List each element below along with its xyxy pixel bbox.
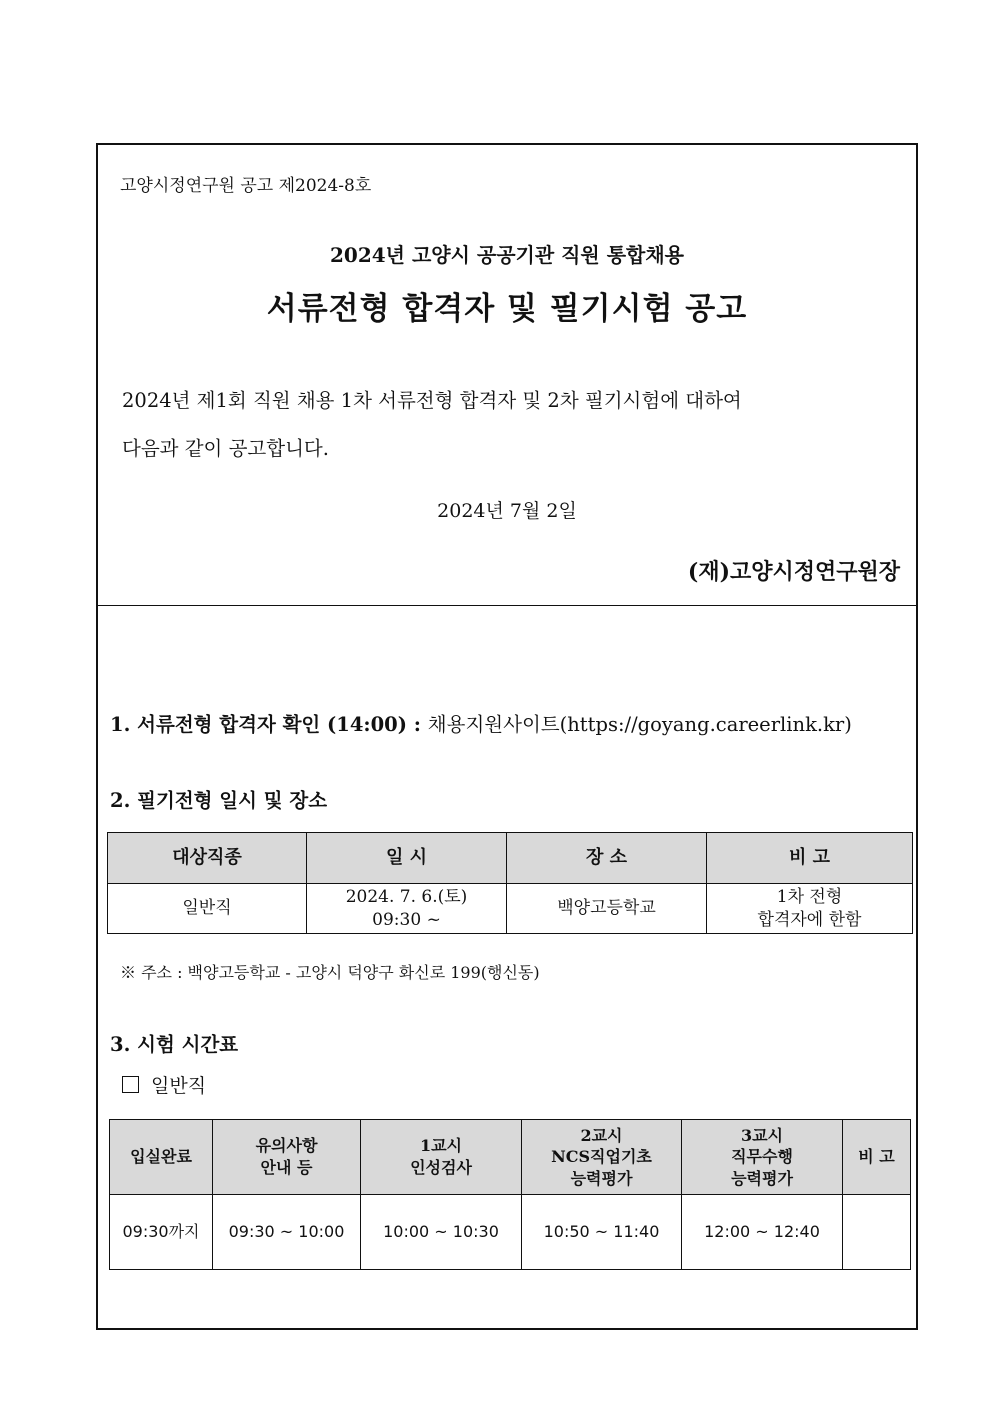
cell-job-type: 일반직: [108, 884, 307, 934]
header-check-in: 입실완료: [110, 1120, 213, 1195]
address-note: ※ 주소 : 백양고등학교 - 고양시 덕양구 화신로 199(행신동): [120, 963, 540, 982]
careers-site-link[interactable]: 채용지원사이트(https://goyang.careerlink.kr): [427, 713, 852, 736]
header-period-2: 2교시 NCS직업기초 능력평가: [522, 1120, 682, 1195]
exam-info-table: [107, 832, 913, 934]
cell-period-3: 12:00 ~ 12:40: [682, 1195, 843, 1270]
section-3-heading: 3. 시험 시간표: [110, 1033, 239, 1056]
cell-remarks: 1차 전형 합격자에 한함: [707, 884, 913, 934]
cell-datetime: 2024. 7. 6.(토) 09:30 ~: [307, 884, 507, 934]
notice-subtitle: 2024년 고양시 공공기관 직원 통합채용: [330, 243, 684, 267]
notice-date: 2024년 7월 2일: [437, 500, 577, 522]
table-header-row: [110, 1120, 911, 1195]
intro-line-2: 다음과 같이 공고합니다.: [122, 437, 329, 460]
cell-guidance: 09:30 ~ 10:00: [213, 1195, 361, 1270]
header-remarks: 비 고: [843, 1120, 911, 1195]
table-row: [110, 1195, 911, 1270]
header-period-1: 1교시 인성검사: [361, 1120, 522, 1195]
section-1: [110, 709, 852, 737]
page-title: 서류전형 합격자 및 필기시험 공고: [266, 291, 748, 327]
job-category-label: 일반직: [151, 1075, 207, 1097]
section-2-heading: 2. 필기전형 일시 및 장소: [110, 789, 328, 812]
cell-period-1: 10:00 ~ 10:30: [361, 1195, 522, 1270]
cell-period-2: 10:50 ~ 11:40: [522, 1195, 682, 1270]
job-category: [122, 1071, 206, 1098]
intro-line-1: 2024년 제1회 직원 채용 1차 서류전형 합격자 및 2차 필기시험에 대하여: [122, 389, 742, 412]
header-datetime: 일 시: [307, 833, 507, 884]
header-period-3: 3교시 직무수행 능력평가: [682, 1120, 843, 1195]
checkbox-icon: [122, 1076, 139, 1093]
section-1-heading: 1. 서류전형 합격자 확인 (14:00) :: [110, 713, 421, 736]
notice-frame: [96, 143, 918, 1330]
header-job-type: 대상직종: [108, 833, 307, 884]
header-divider: [98, 605, 916, 606]
header-remarks: 비 고: [707, 833, 913, 884]
notice-number: 고양시정연구원 공고 제2024-8호: [120, 176, 372, 196]
header-venue: 장 소: [507, 833, 707, 884]
table-header-row: [108, 833, 913, 884]
schedule-table: [109, 1119, 911, 1270]
cell-remarks: [843, 1195, 911, 1270]
table-row: [108, 884, 913, 934]
cell-venue: 백양고등학교: [507, 884, 707, 934]
cell-check-in: 09:30까지: [110, 1195, 213, 1270]
issuer: (재)고양시정연구원장: [687, 559, 900, 585]
header-guidance: 유의사항 안내 등: [213, 1120, 361, 1195]
